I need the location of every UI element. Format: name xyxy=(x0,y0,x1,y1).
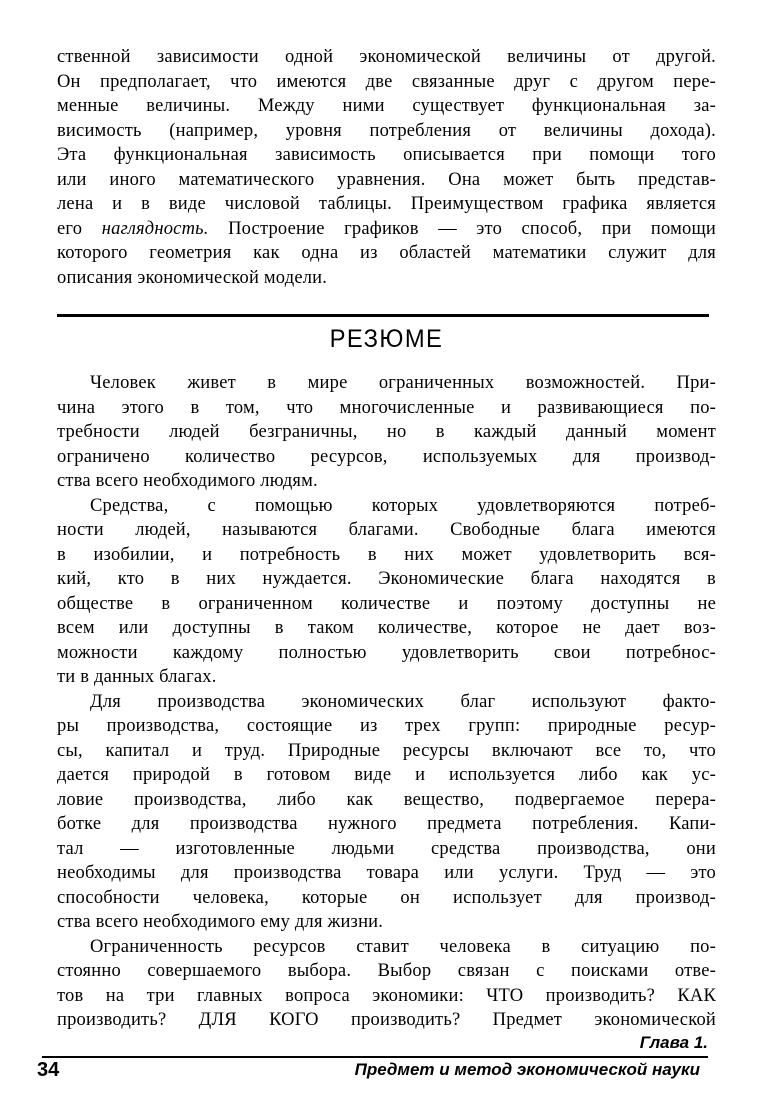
text-line: ти в данных благах. xyxy=(57,667,217,687)
text-line: Для производства экономических благ используют факто- xyxy=(90,691,716,712)
intro-text xyxy=(57,45,716,290)
text-line: описания экономической модели. xyxy=(57,267,328,288)
text-line: висимость (например, уровня потребления от величины дохода). xyxy=(57,120,716,141)
summary-heading: РЕЗЮМЕ xyxy=(329,325,444,353)
summary-text xyxy=(57,371,716,1033)
text-line: Человек живет в мире ограниченных возможностей. При- xyxy=(90,373,716,393)
text-line: в изобилии, и потребность в них может удовлетворить вся- xyxy=(57,544,716,565)
text-line: которого геометрия как одна из областей математики служит для xyxy=(57,243,716,263)
text-line: его наглядность. Построение графиков — это способ, при помощи xyxy=(57,218,716,239)
text-line: обществе в ограниченном количестве и поэтому доступны не xyxy=(57,593,716,614)
text-line: Ограниченность ресурсов ставит человека в ситуацию по- xyxy=(90,936,716,957)
paragraph xyxy=(57,494,716,690)
text-line: способности человека, которые он использует для производ- xyxy=(57,887,716,908)
text-line: Он предполагает, что имеются две связанные друг с другом пере- xyxy=(57,71,716,92)
text-line: ности людей, называются благами. Свободные блага имеются xyxy=(57,520,716,540)
text-line: ства всего необходимого ему для жизни. xyxy=(57,912,384,932)
paragraph xyxy=(57,690,716,935)
paragraph xyxy=(57,371,716,494)
text-line: стоянно совершаемого выбора. Выбор связан с поисками отве- xyxy=(57,961,716,981)
footer-page-number: 34 xyxy=(37,1059,60,1081)
text-line: Средства, с помощью которых удовлетворяются потреб- xyxy=(90,495,716,516)
text-line: чина этого в том, что многочисленные и развивающиеся по- xyxy=(57,397,716,418)
footer-rule xyxy=(42,1056,708,1058)
text-line: дается природой в готовом виде и используется либо как ус- xyxy=(57,765,716,785)
text-column xyxy=(57,45,716,1033)
text-line: менные величины. Между ними существует функциональная за- xyxy=(57,96,716,116)
text-line: ры производства, состоящие из трех групп: природные ресур- xyxy=(57,716,716,736)
text-line: ственной зависимости одной экономической величины от другой. xyxy=(57,47,716,67)
text-line: можности каждому полностью удовлетворить свои потребнос- xyxy=(57,642,716,663)
paragraph xyxy=(57,935,716,1033)
text-line: Эта функциональная зависимость описывается при помощи того xyxy=(57,145,716,165)
text-line: необходимы для производства товара или услуги. Труд — это xyxy=(57,863,716,883)
footer-chapter-label: Глава 1. xyxy=(639,1033,708,1052)
text-line: ботке для производства нужного предмета потребления. Капи- xyxy=(57,814,716,834)
text-line: ограничено количество ресурсов, используемых для производ- xyxy=(57,446,716,467)
text-line: тал — изготовленные людьми средства производства, они xyxy=(57,838,716,859)
text-line: производить? ДЛЯ КОГО производить? Предмет экономической xyxy=(57,1010,716,1030)
text-line: всем или доступны в таком количестве, которое не дает воз- xyxy=(57,618,716,638)
section-divider-rule xyxy=(57,314,709,317)
text-line: лена и в виде числовой таблицы. Преимуществом графика является xyxy=(57,194,716,214)
text-line: ства всего необходимого людям. xyxy=(57,471,318,491)
text-line: или иного математического уравнения. Она может быть представ- xyxy=(57,169,716,190)
text-line: требности людей безграничны, но в каждый данный момент xyxy=(57,422,716,442)
text-line: сы, капитал и труд. Природные ресурсы включают все то, что xyxy=(57,740,716,761)
paragraph xyxy=(57,45,716,290)
footer-section-title: Предмет и метод экономической науки xyxy=(354,1060,700,1079)
text-line: кий, кто в них нуждается. Экономические блага находятся в xyxy=(57,569,716,589)
text-line: тов на три главных вопроса экономики: ЧТО производить? КАК xyxy=(57,985,716,1006)
text-line: ловие производства, либо как вещество, подвергаемое перера- xyxy=(57,789,716,810)
